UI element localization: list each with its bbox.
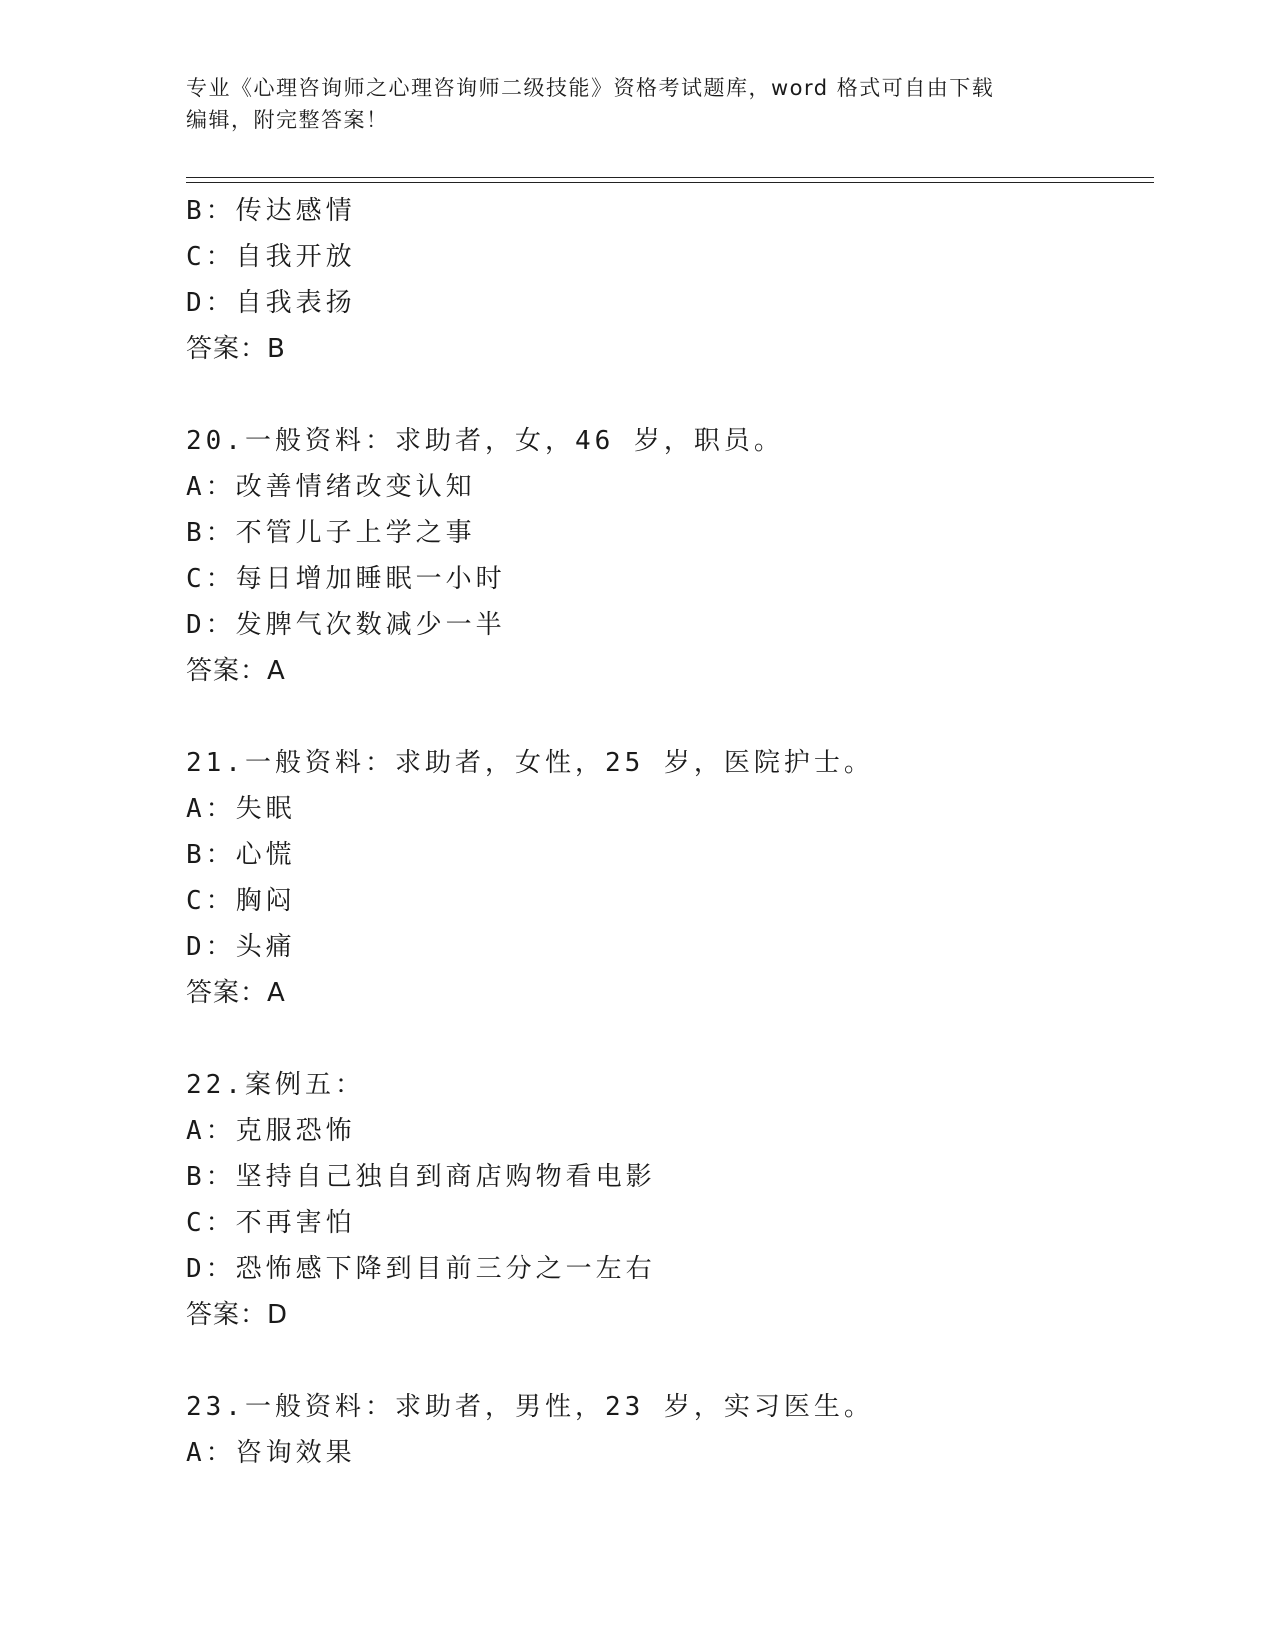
answer-line: 答案：B bbox=[186, 334, 286, 364]
option-line: B：不管儿子上学之事 bbox=[186, 518, 476, 548]
option-line: A：失眠 bbox=[186, 794, 296, 824]
header-line-1: 专业《心理咨询师之心理咨询师二级技能》资格考试题库，word 格式可自由下载 bbox=[186, 76, 995, 100]
answer-line: 答案：D bbox=[186, 1300, 289, 1330]
option-line: B：心慌 bbox=[186, 840, 296, 870]
question-line: 22.案例五： bbox=[186, 1070, 365, 1100]
option-line: D：自我表扬 bbox=[186, 288, 356, 318]
question-block bbox=[186, 418, 1146, 694]
question-line: 21.一般资料：求助者，女性，25 岁，医院护士。 bbox=[186, 748, 874, 778]
option-line: C：自我开放 bbox=[186, 242, 356, 272]
spacer bbox=[186, 694, 1146, 740]
option-line: C：胸闷 bbox=[186, 886, 296, 916]
option-line: C：不再害怕 bbox=[186, 1208, 356, 1238]
option-line: D：头痛 bbox=[186, 932, 296, 962]
header-divider-top bbox=[186, 177, 1154, 178]
header-divider-bottom bbox=[186, 182, 1154, 183]
question-block bbox=[186, 188, 1146, 372]
question-block bbox=[186, 1384, 1146, 1476]
question-line: 23.一般资料：求助者，男性，23 岁，实习医生。 bbox=[186, 1392, 874, 1422]
spacer bbox=[186, 1338, 1146, 1384]
option-line: C：每日增加睡眠一小时 bbox=[186, 564, 506, 594]
document-header bbox=[186, 72, 1066, 136]
option-line: D：恐怖感下降到目前三分之一左右 bbox=[186, 1254, 656, 1284]
spacer bbox=[186, 1016, 1146, 1062]
option-line: B：传达感情 bbox=[186, 196, 356, 226]
question-list bbox=[186, 188, 1146, 1476]
question-line: 20.一般资料：求助者，女，46 岁，职员。 bbox=[186, 426, 784, 456]
option-line: D：发脾气次数减少一半 bbox=[186, 610, 506, 640]
option-line: A：改善情绪改变认知 bbox=[186, 472, 476, 502]
question-block bbox=[186, 740, 1146, 1016]
answer-line: 答案：A bbox=[186, 656, 286, 686]
answer-line: 答案：A bbox=[186, 978, 286, 1008]
option-line: A：咨询效果 bbox=[186, 1438, 356, 1468]
header-line-2: 编辑，附完整答案！ bbox=[186, 108, 389, 132]
spacer bbox=[186, 372, 1146, 418]
option-line: A：克服恐怖 bbox=[186, 1116, 356, 1146]
question-block bbox=[186, 1062, 1146, 1338]
option-line: B：坚持自己独自到商店购物看电影 bbox=[186, 1162, 656, 1192]
